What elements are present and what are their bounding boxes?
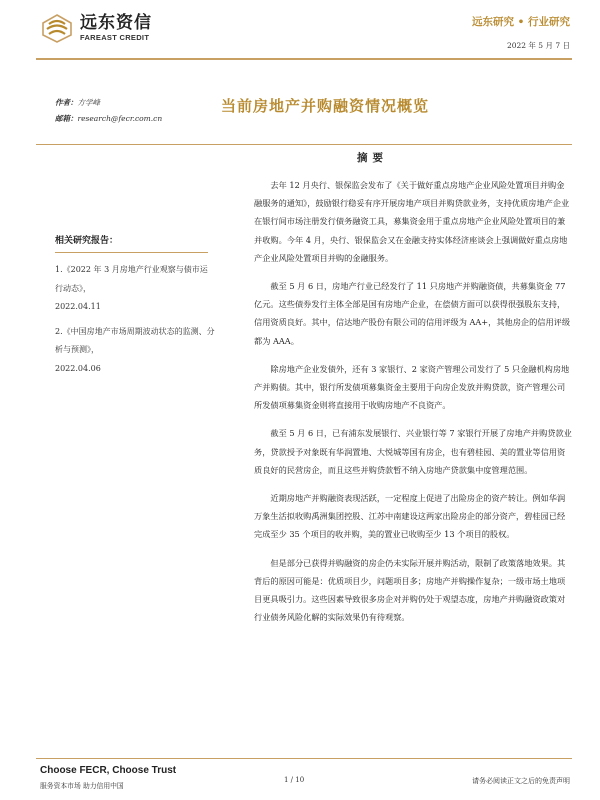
header-divider (36, 58, 572, 60)
related-reports-heading: 相关研究报告： (55, 236, 119, 246)
page-number: 1 / 10 (284, 776, 305, 784)
related-reports-divider (55, 252, 208, 253)
footer-divider (36, 758, 572, 759)
author-label: 作者： (55, 98, 78, 107)
author-name: 方学峰 (77, 98, 100, 107)
summary-heading: 摘要 (357, 152, 388, 164)
author-line (55, 95, 162, 111)
related-report-date: 2022.04.06 (55, 363, 101, 373)
related-reports (55, 233, 215, 384)
brand-name-cn: 远东资信 (80, 13, 152, 33)
summary-paragraph: 去年 12 月央行、银保监会发布了《关于做好重点房地产企业风险处置项目并购金融服务的通知》，鼓励银行稳妥有序开展房地产项目并购贷款业务，支持优质房地产企业在银行间市场注册发行债务融资工具，募集资金用于重点房地产企业风险处置项目的兼并收购。今年 4 月，央行、银保监会又在金融支持实体经济座谈会上强调做好重点房地产企业风险处置项目并购的金融服务。 (254, 180, 570, 263)
related-report-title[interactable]: 2.《中国房地产市场周期波动状态的监测、分析与预测》， (55, 326, 215, 354)
footer-slogan: Choose FECR, Choose Trust (40, 765, 177, 776)
email-line (55, 111, 162, 127)
title-divider (36, 144, 572, 145)
related-report-item[interactable] (55, 261, 215, 317)
related-report-item[interactable] (55, 323, 215, 379)
report-date: 2022 年 5 月 7 日 (506, 41, 570, 50)
summary-paragraph: 近期房地产并购融资表现活跃，一定程度上促进了出险房企的资产转让。例如华润万象生活拟收购禹洲集团控股、江苏中南建设这两家出险房企的部分资产，碧桂园已经完成至少 35 个项目的收并购，美的置业已收购至少 13 个项目的股权。 (254, 493, 566, 540)
report-series: 远东研究 • 行业研究 (471, 16, 570, 28)
related-report-title[interactable]: 1.《2022 年 3 月房地产行业观察与债市运行动态》， (55, 265, 208, 293)
brand-name-en: FAREAST CREDIT (80, 33, 150, 42)
summary-paragraph: 除房地产企业发债外，还有 3 家银行、2 家资产管理公司发行了 5 只金融机构房地产并购债。其中，银行所发债项募集资金主要用于向房企发放并购贷款，资产管理公司所发债项募集资金则将直接用于收购房地产不良资产。 (254, 363, 570, 411)
related-report-date: 2022.04.11 (55, 302, 101, 311)
summary-paragraph: 但是部分已获得并购融资的房企仍未实际开展并购活动，限制了政策落地效果。其背后的原因可能是：优质项目少，问题项目多；房地产并购操作复杂；一级市场土地项目更具吸引力。这些因素导致很多房企对并购仍处于观望态度，房地产并购融资政策对行业债务风险化解的实际效果仍有待观察。 (254, 557, 566, 623)
fareast-logo-icon (40, 13, 74, 43)
summary-paragraph: 截至 5 月 6 日，房地产行业已经发行了 11 只房地产并购融资债，共募集资金 77 亿元。这些债券发行主体全部是国有房地产企业，在偿债方面可以获得很强股东支持，信用资质良好。其中，信达地产股份有限公司的信用评级为 AA+，其他房企的信用评级都为 AAA。 (254, 281, 571, 346)
author-info (55, 95, 162, 127)
email-label: 邮箱： (55, 114, 78, 123)
footer-tagline: 服务资本市场 助力信用中国 (40, 782, 124, 790)
disclaimer-notice: 请务必阅读正文之后的免责声明 (472, 777, 570, 785)
document-title: 当前房地产并购融资情况概览 (220, 97, 429, 115)
brand-logo (40, 13, 152, 43)
author-email[interactable]: research@fecr.com.cn (77, 114, 163, 123)
summary-body (254, 176, 572, 636)
summary-paragraph: 截至 5 月 6 日，已有浦东发展银行、兴业银行等 7 家银行开展了房地产并购贷款业务，贷款授予对象既有华润置地、大悦城等国有房企，也有碧桂园、美的置业等信用资质良好的民营房企，而且这些并购贷款暂不纳入房地产贷款集中度管理范围。 (254, 428, 572, 475)
